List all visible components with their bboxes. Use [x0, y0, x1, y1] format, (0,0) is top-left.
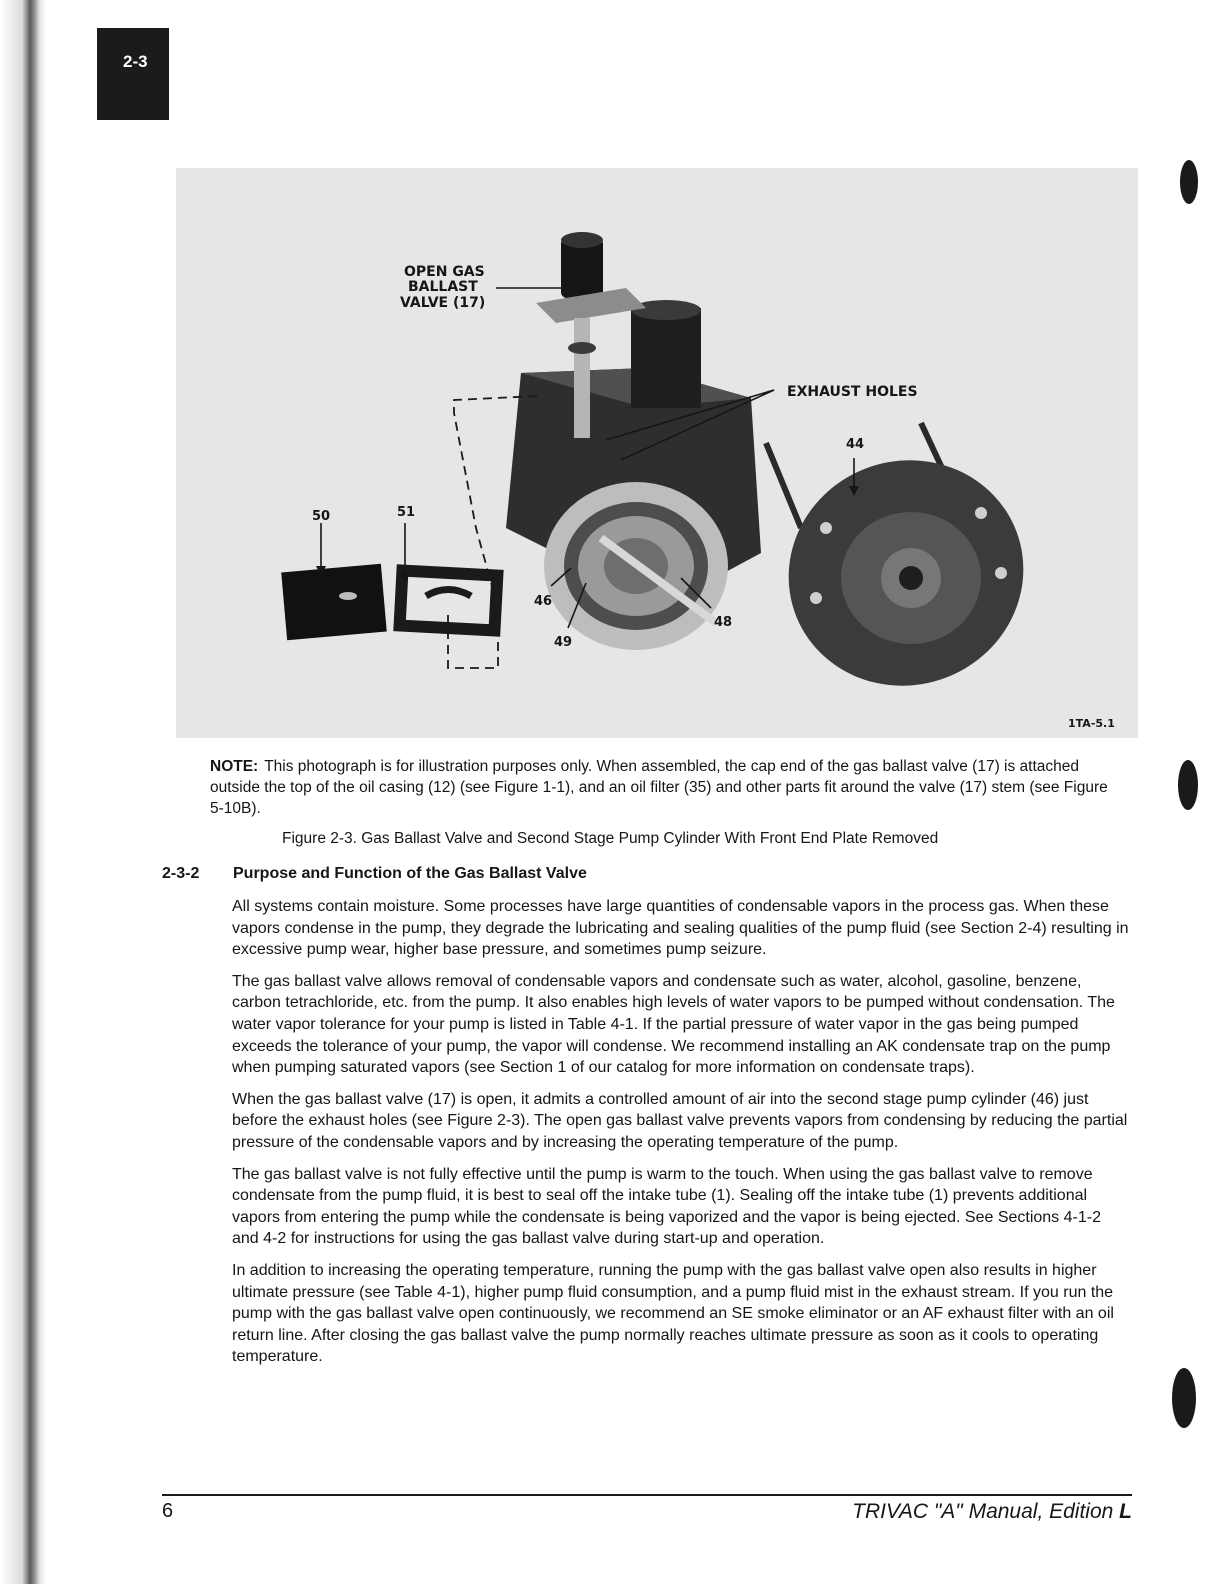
paragraph: The gas ballast valve is not fully effective until the pump is warm to the touch. When using the gas ballast valve to remove condensate from the pump fluid, it is best to seal off the intake tube (1). Sealing off the intake tube (1) prevents additional vapors from entering the pump while the condensate is being vaporized and the vapor is being ejected. See Sections 4-1-2 and 4-2 for instructions for using the gas ballast valve during start-up and operation.	[232, 1165, 1101, 1248]
manual-edition: L	[1119, 1500, 1132, 1523]
figure-caption: Figure 2-3. Gas Ballast Valve and Second Stage Pump Cylinder With Front End Plate Removed	[282, 830, 939, 847]
callout-44: 44	[846, 437, 865, 452]
section-number: 2-3-2	[162, 865, 200, 882]
paragraph: All systems contain moisture. Some processes have large quantities of condensable vapors in the process gas. When these vapors condense in the pump, they degrade the lubricating and sealing qualities of the pump fluid (see Section 2-4) resulting in excessive pump wear, higher base pressure, and sometimes pump seizure.	[232, 898, 1129, 959]
body-text	[232, 896, 1130, 1378]
figure-2-3-photo	[176, 168, 1138, 738]
figure-code: 1TA-5.1	[1068, 717, 1115, 730]
callout-open-gas-2: BALLAST	[408, 279, 478, 295]
scan-binding-edge	[0, 0, 46, 1584]
manual-title-text: TRIVAC "A" Manual, Edition	[852, 1500, 1120, 1523]
footer-rule	[162, 1494, 1132, 1496]
margin-mark-2	[1178, 760, 1198, 810]
callout-exhaust-holes: EXHAUST HOLES	[787, 384, 918, 400]
manual-title	[852, 1500, 1132, 1524]
margin-mark-3	[1172, 1368, 1196, 1428]
margin-mark-1	[1180, 160, 1198, 204]
section-title: Purpose and Function of the Gas Ballast Valve	[233, 865, 587, 882]
callout-51: 51	[397, 505, 416, 520]
paragraph: In addition to increasing the operating temperature, running the pump with the gas ballast valve open also results in higher ultimate pressure (see Table 4-1), higher pump fluid consumption, and a pump fluid mist in the exhaust stream. If you run the pump with the gas ballast valve open continuously, we recommend an SE smoke eliminator or an AF exhaust filter with an oil return line. After closing the gas ballast valve the pump normally reaches ultimate pressure as soon as it cools to operating temperature.	[232, 1261, 1114, 1366]
second-stage-cylinder	[544, 482, 728, 650]
section-tab	[97, 28, 169, 120]
section-tab-label: 2-3	[123, 52, 148, 71]
pump-photo-illustration	[176, 168, 1138, 738]
callout-open-gas-3: VALVE (17)	[400, 295, 486, 311]
callout-open-gas-1: OPEN GAS	[404, 264, 485, 280]
note-text: This photograph is for illustration purposes only. When assembled, the cap end of the gas ballast valve (17) is attached outside the top of the oil casing (12) (see Figure 1-1), and an oil filter (35) and other parts fit around the valve (17) stem (see Figure 5-10B).	[210, 758, 1108, 817]
note-label: NOTE:	[210, 758, 259, 775]
callout-48: 48	[714, 615, 733, 630]
figure-note	[210, 756, 1115, 819]
section-heading	[162, 865, 587, 883]
callout-50: 50	[312, 509, 331, 524]
callout-46: 46	[534, 594, 553, 609]
paragraph: When the gas ballast valve (17) is open, it admits a controlled amount of air into the second stage pump cylinder (46) just before the exhaust holes (see Figure 2-3). The open gas ballast valve prevents vapors from condensing by reducing the partial pressure of the condensable vapors and by increasing the operating temperature of the pump.	[232, 1090, 1128, 1151]
paragraph: The gas ballast valve allows removal of condensable vapors and condensate such as water, alcohol, gasoline, benzene, carbon tetrachloride, etc. from the pump. It also enables high levels of water vapors to be pumped without condensation. The water vapor tolerance for your pump is listed in Table 4-1. If the partial pressure of water vapor in the gas being pumped exceeds the tolerance of your pump, the vapor will condense. We recommend installing an AK condensate trap on the pump when pumping saturated vapors (see Section 1 of our catalog for more information on condensate traps).	[232, 972, 1115, 1077]
page-number: 6	[162, 1500, 174, 1522]
callout-49: 49	[554, 635, 573, 650]
